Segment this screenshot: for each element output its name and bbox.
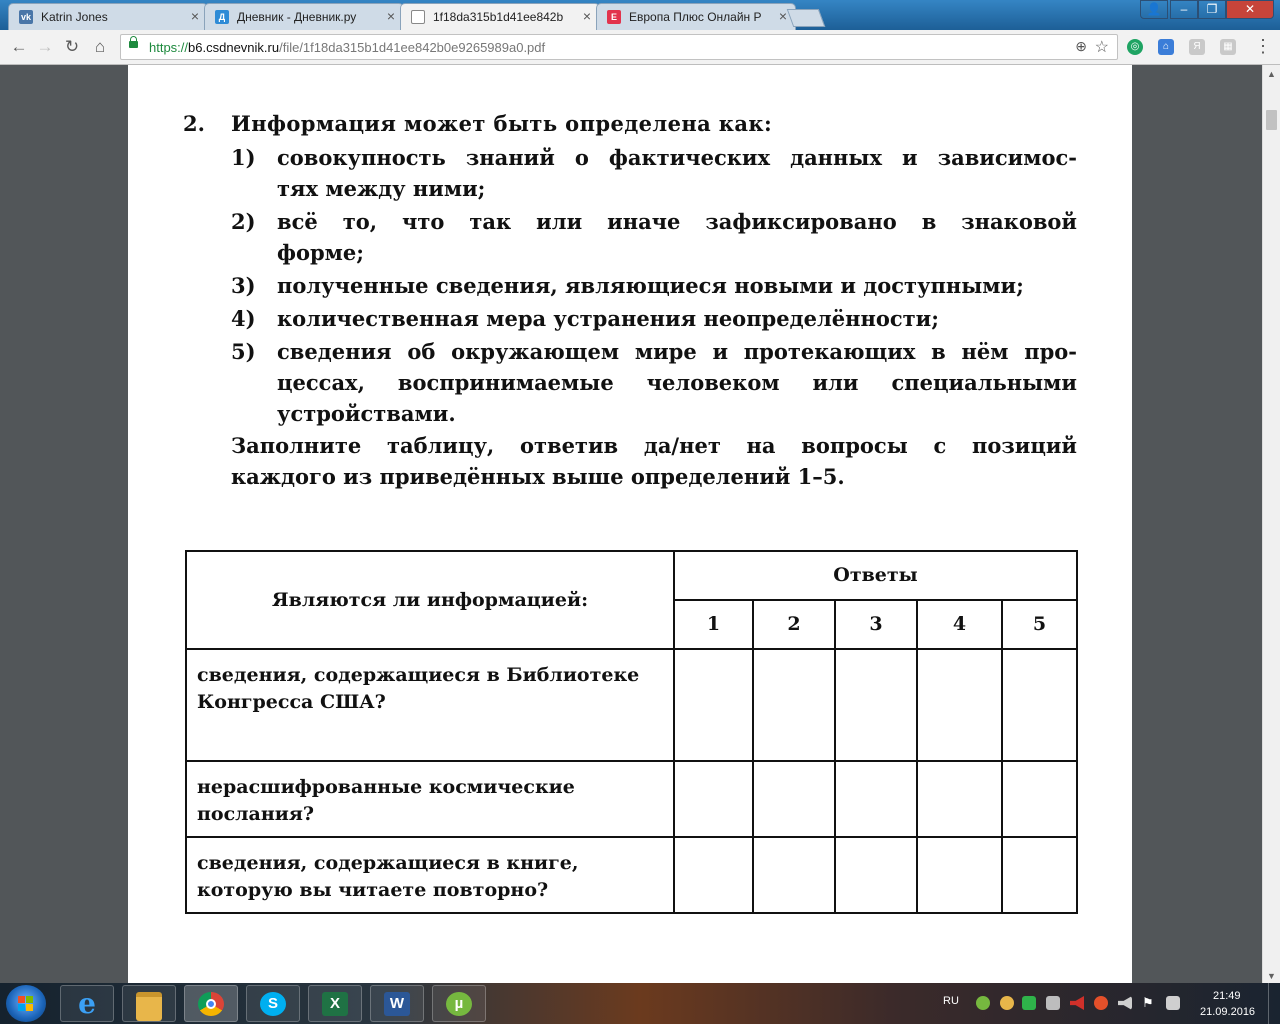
window-title-bar bbox=[0, 0, 1280, 30]
answer-column-1: 1 bbox=[706, 613, 721, 635]
windows-taskbar bbox=[0, 983, 1280, 1024]
instruction-text: Заполните таблицу, ответив да/нет на вопросы с позиций каждого из приведённых выше определений 1–5. bbox=[231, 433, 1077, 489]
menu-icon[interactable]: ⋮ bbox=[1254, 36, 1272, 56]
taskbar-excel[interactable] bbox=[308, 985, 362, 1022]
answer-column-5: 5 bbox=[1032, 613, 1047, 635]
tab-dnevnik[interactable] bbox=[204, 3, 404, 30]
tab-title: Дневник - Дневник.ру bbox=[237, 10, 357, 24]
taskbar-internet-explorer[interactable] bbox=[60, 985, 114, 1022]
scrollbar-thumb[interactable] bbox=[1266, 110, 1277, 130]
answers-table bbox=[185, 550, 1078, 914]
pdf-page: 2. Информация может быть определена как: 1) совокупность знаний о фактических данных и зависимос- тях между ними; 2) всё то, что так или иначе зафиксировано в знаковой форме; 3) полученные сведения, являющиеся новыми и доступными; 4) количественная мера устранения неопределённости; 5) сведения об окружающем мире и протекающих в нём про- цессах, воспринимаемые человеком или специальными устройствами. Заполните таблицу, ответив да/нет на вопросы с позиций каждого из приведённых выше определений 1–5. Являются ли информацией: Ответы 1 2 3 4 5 сведения, содержащиеся в Библиотеке Конгресса США? нерасшифрованные космические послания? сведения, содержащиеся в книге, которую вы читаете повторно? bbox=[128, 65, 1132, 983]
vertical-scrollbar[interactable] bbox=[1262, 65, 1280, 983]
table-line bbox=[187, 760, 1076, 762]
new-tab-button[interactable] bbox=[787, 9, 826, 27]
pdf-viewer bbox=[0, 65, 1262, 983]
answer-column-4: 4 bbox=[952, 613, 967, 635]
tab-pdf-document[interactable] bbox=[400, 3, 600, 31]
taskbar-utorrent[interactable] bbox=[432, 985, 486, 1022]
tray-app-icon[interactable] bbox=[1000, 996, 1014, 1010]
scroll-down-icon[interactable]: ▼ bbox=[1267, 971, 1276, 981]
extension-gray-icon[interactable]: ▦ bbox=[1220, 39, 1236, 55]
browser-toolbar bbox=[0, 30, 1280, 65]
table-line bbox=[916, 599, 918, 912]
tab-europa-plus[interactable] bbox=[596, 3, 796, 30]
excel-icon: X bbox=[322, 992, 348, 1016]
taskbar-word[interactable] bbox=[370, 985, 424, 1022]
extension-house-icon[interactable]: ⌂ bbox=[1158, 39, 1174, 55]
start-button[interactable] bbox=[6, 985, 46, 1022]
tab-title: Katrin Jones bbox=[41, 10, 108, 24]
download-tray-icon[interactable] bbox=[1022, 996, 1036, 1010]
show-desktop-button[interactable] bbox=[1268, 983, 1280, 1024]
table-row-question-2: нерасшифрованные космические послания? bbox=[197, 776, 575, 825]
dnevnik-icon: Д bbox=[215, 10, 229, 24]
tray-recorder-icon[interactable] bbox=[1094, 996, 1108, 1010]
vk-icon: vk bbox=[20, 12, 31, 22]
extension-green-icon[interactable]: ◎ bbox=[1127, 39, 1143, 55]
forward-button[interactable]: → bbox=[36, 37, 54, 56]
close-icon[interactable]: × bbox=[778, 8, 787, 24]
clock-time[interactable]: 21:49 bbox=[1213, 990, 1241, 1002]
close-window-button[interactable]: ✕ bbox=[1226, 0, 1274, 19]
europa-plus-icon: E bbox=[607, 10, 621, 24]
home-button[interactable]: ⌂ bbox=[94, 37, 106, 56]
table-line bbox=[673, 552, 675, 912]
minimize-button[interactable]: – bbox=[1170, 0, 1198, 19]
maximize-button[interactable]: ❐ bbox=[1198, 0, 1226, 19]
extension-reader-icon[interactable]: Я bbox=[1189, 39, 1205, 55]
volume-icon[interactable] bbox=[1118, 996, 1132, 1010]
speaker-muted-tray-icon[interactable] bbox=[1070, 996, 1084, 1010]
windows-logo-icon bbox=[18, 996, 34, 1012]
table-line bbox=[187, 648, 1076, 650]
zoom-icon[interactable]: ⊕ bbox=[1075, 38, 1087, 54]
close-icon[interactable]: × bbox=[190, 8, 199, 24]
answer-column-2: 2 bbox=[787, 613, 801, 635]
scroll-up-icon[interactable]: ▲ bbox=[1267, 69, 1276, 79]
clock-date[interactable]: 21.09.2016 bbox=[1200, 1006, 1256, 1018]
back-button[interactable]: ← bbox=[10, 37, 28, 56]
url-text: https://b6.csdnevnik.ru/file/1f18da315b1d41ee842b0e9265989a0.pdf bbox=[149, 40, 546, 55]
question-title: Информация может быть определена как: bbox=[231, 111, 773, 136]
taskbar-file-explorer[interactable] bbox=[122, 985, 176, 1022]
table-line bbox=[752, 599, 754, 912]
taskbar-chrome[interactable] bbox=[184, 985, 238, 1022]
chrome-icon bbox=[198, 992, 224, 1016]
table-row-question-3: сведения, содержащиеся в книге, которую вы читаете повторно? bbox=[197, 852, 579, 901]
word-icon: W bbox=[384, 992, 410, 1016]
document-icon bbox=[411, 10, 425, 24]
folder-icon bbox=[136, 992, 162, 1021]
table-line bbox=[1001, 599, 1003, 912]
skype-icon: S bbox=[260, 992, 286, 1016]
table-line bbox=[834, 599, 836, 912]
table-row-question-1: сведения, содержащиеся в Библиотеке Конгресса США? bbox=[197, 664, 640, 713]
action-center-flag-icon[interactable]: ⚑ bbox=[1142, 995, 1154, 1010]
answer-column-3: 3 bbox=[869, 613, 883, 635]
answers-header: Ответы bbox=[833, 564, 918, 586]
reload-button[interactable]: ↻ bbox=[64, 37, 80, 56]
language-indicator[interactable]: RU bbox=[943, 995, 959, 1007]
close-icon[interactable]: × bbox=[386, 8, 395, 24]
lock-icon bbox=[129, 41, 138, 48]
question-column-header: Являются ли информацией: bbox=[271, 589, 589, 611]
utorrent-icon: µ bbox=[446, 992, 472, 1016]
tab-katrin-jones[interactable] bbox=[8, 3, 208, 30]
table-line bbox=[674, 599, 1076, 601]
tab-title: 1f18da315b1d41ee842b bbox=[433, 10, 564, 24]
network-icon[interactable] bbox=[1166, 996, 1180, 1010]
table-line bbox=[187, 836, 1076, 838]
close-icon[interactable]: × bbox=[582, 8, 591, 24]
utorrent-tray-icon[interactable] bbox=[976, 996, 990, 1010]
internet-explorer-icon: e bbox=[78, 987, 96, 1020]
address-bar[interactable] bbox=[120, 34, 1118, 60]
bookmark-star-icon[interactable]: ☆ bbox=[1094, 39, 1109, 56]
tab-title: Европа Плюс Онлайн Р bbox=[629, 10, 762, 24]
taskbar-skype[interactable] bbox=[246, 985, 300, 1022]
tray-device-icon[interactable] bbox=[1046, 996, 1060, 1010]
user-profile-button[interactable]: 👤 bbox=[1140, 0, 1168, 19]
question-number: 2. bbox=[183, 111, 205, 136]
